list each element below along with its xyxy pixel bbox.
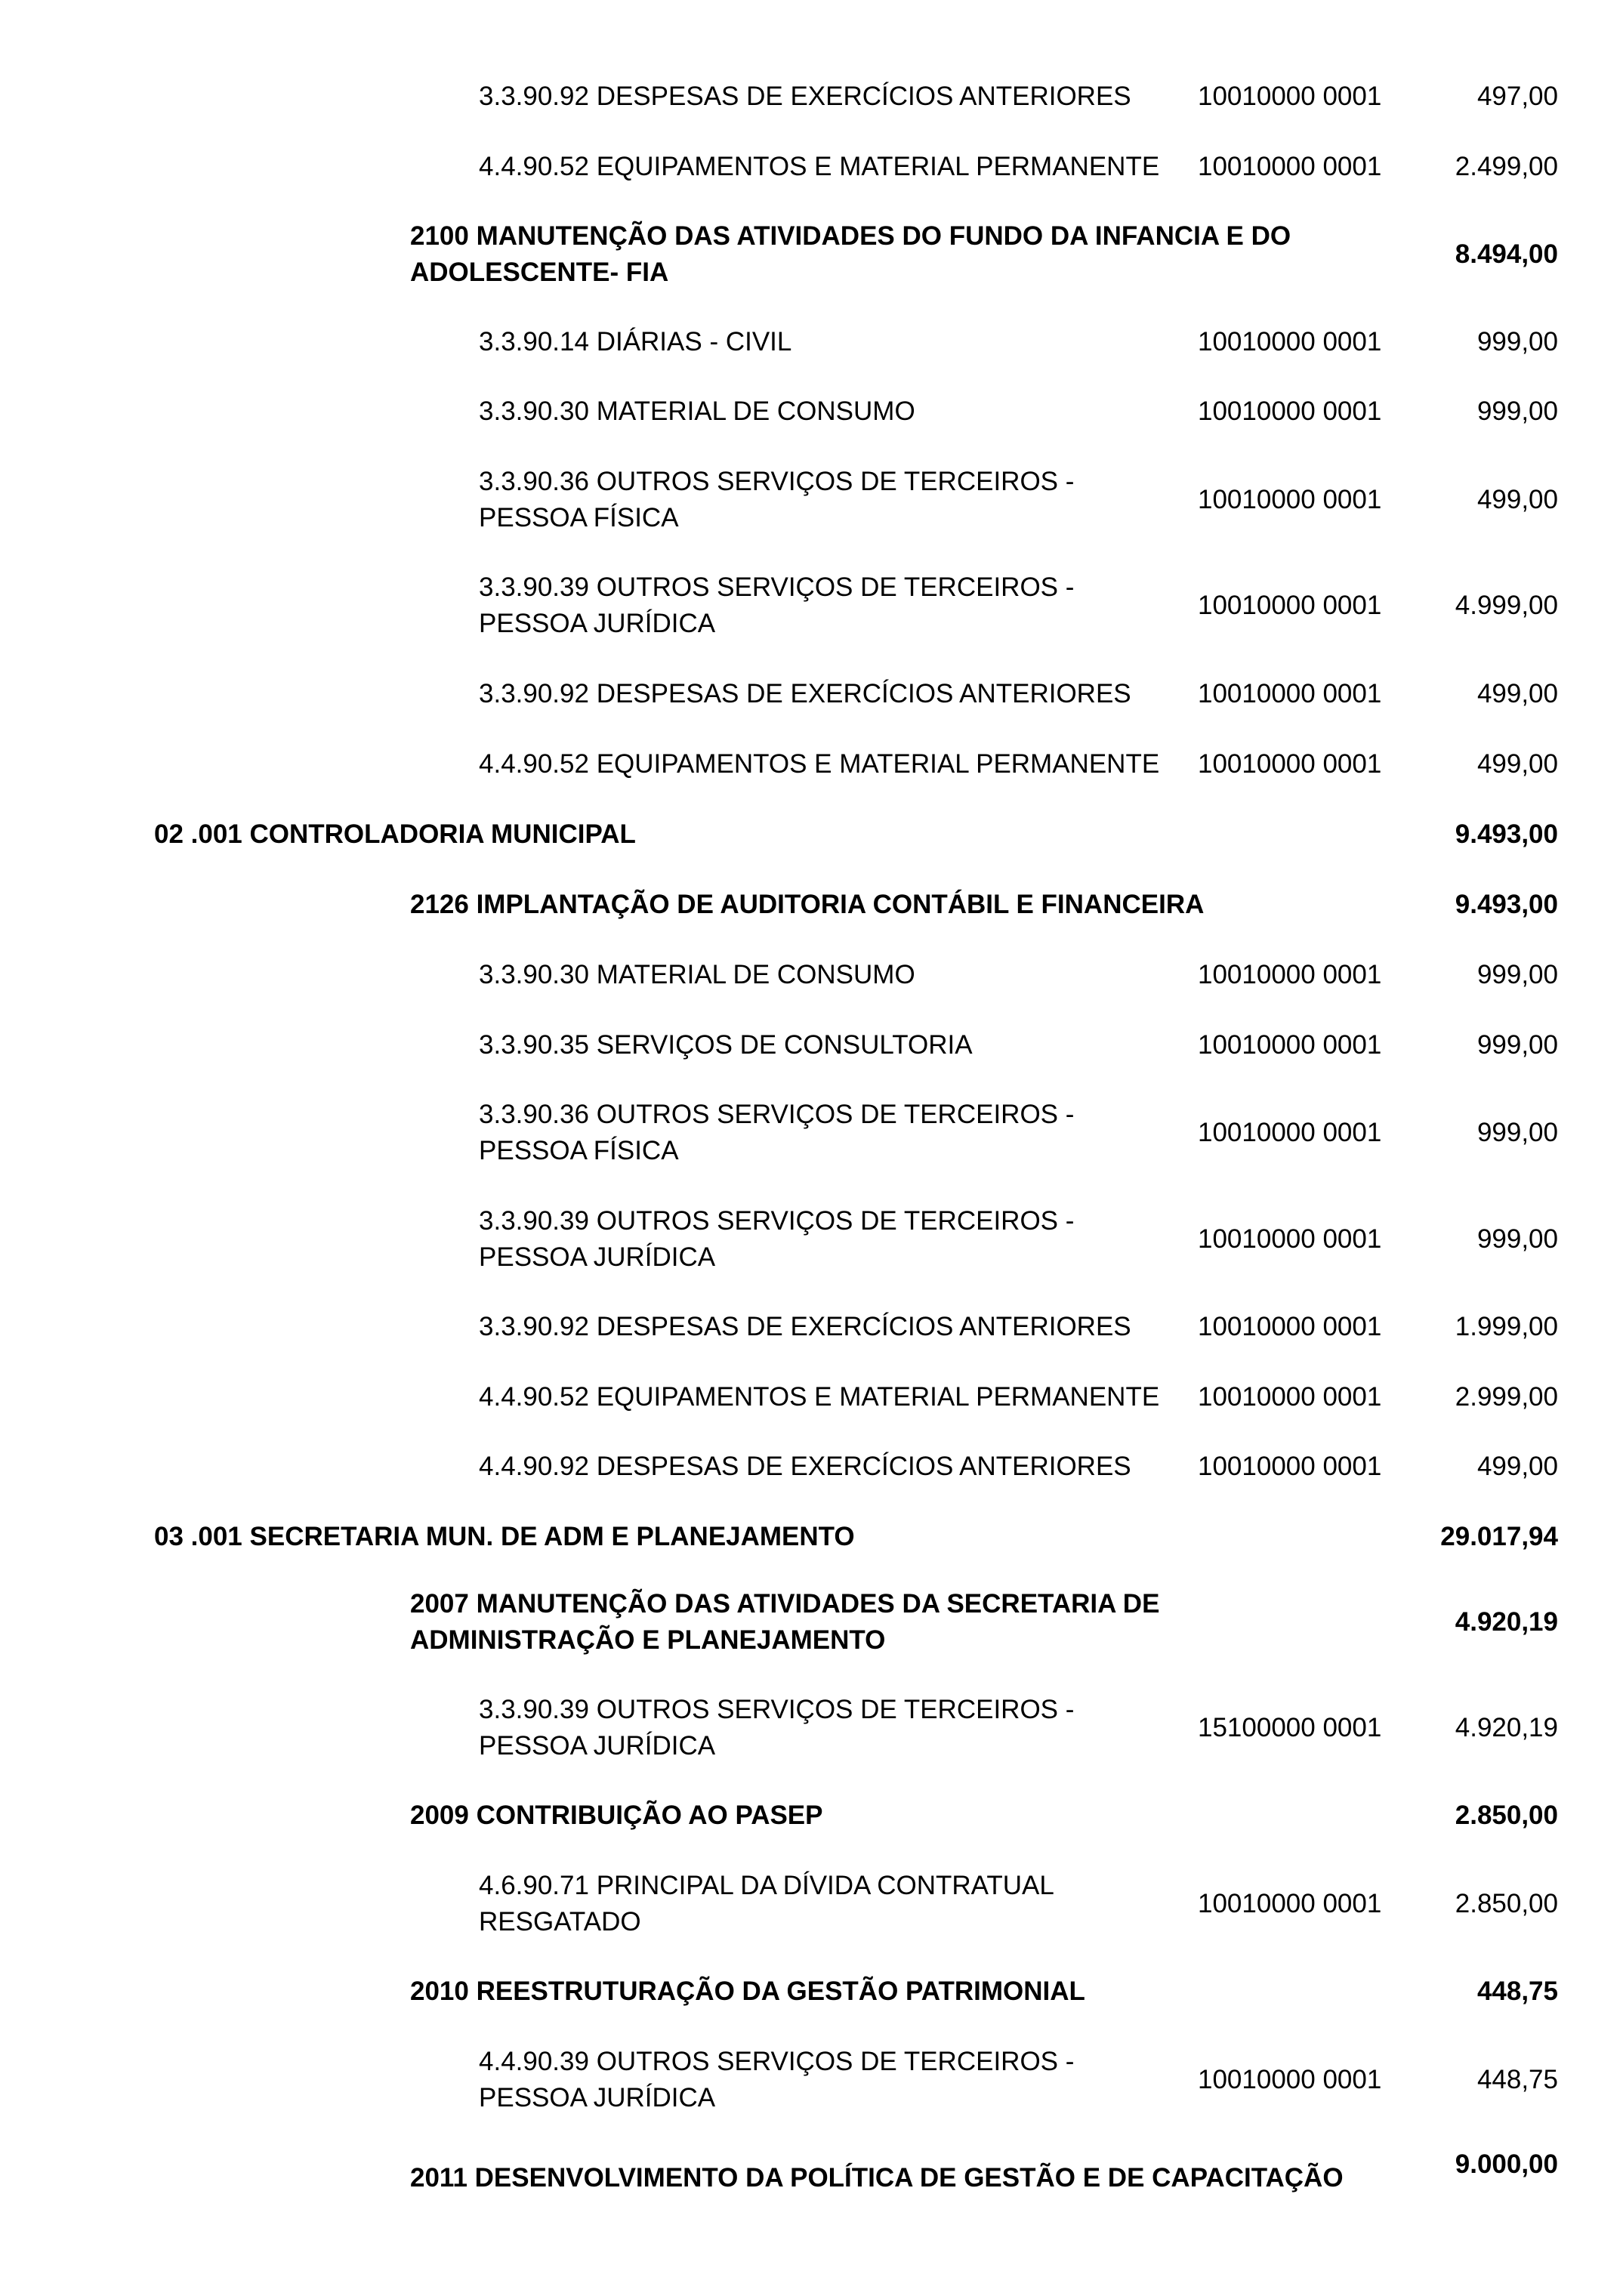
action-title: 2010 REESTRUTURAÇÃO DA GESTÃO PATRIMONIAL <box>410 1977 1085 2006</box>
expense-value: 2.999,00 <box>1455 1382 1558 1412</box>
expense-description: 4.4.90.39 OUTROS SERVIÇOS DE TERCEIROS - <box>479 2047 1075 2076</box>
action-total: 9.493,00 <box>1455 890 1558 919</box>
resource-source: 10010000 0001 <box>1198 1224 1382 1254</box>
resource-source: 15100000 0001 <box>1198 1713 1382 1742</box>
expense-description-continuation: PESSOA FÍSICA <box>479 1136 679 1165</box>
expense-description: 4.4.90.52 EQUIPAMENTOS E MATERIAL PERMANENTE <box>479 152 1160 181</box>
expense-value: 499,00 <box>1476 1452 1558 1481</box>
action-total: 4.920,19 <box>1455 1607 1558 1637</box>
action-title-continuation: ADMINISTRAÇÃO E PLANEJAMENTO <box>410 1625 886 1655</box>
expense-description-continuation: PESSOA JURÍDICA <box>479 1242 716 1272</box>
expense-description-continuation: RESGATADO <box>479 1907 641 1936</box>
expense-description-continuation: PESSOA JURÍDICA <box>479 1731 716 1761</box>
expense-value: 999,00 <box>1476 1224 1558 1254</box>
action-title: 2126 IMPLANTAÇÃO DE AUDITORIA CONTÁBIL E FINANCEIRA <box>410 890 1205 919</box>
resource-source: 10010000 0001 <box>1198 1312 1382 1341</box>
resource-source: 10010000 0001 <box>1198 327 1382 356</box>
expense-value: 1.999,00 <box>1455 1312 1558 1341</box>
expense-value: 999,00 <box>1476 1118 1558 1147</box>
expense-description: 3.3.90.30 MATERIAL DE CONSUMO <box>479 397 915 426</box>
expense-description: 3.3.90.92 DESPESAS DE EXERCÍCIOS ANTERIORES <box>479 82 1131 111</box>
resource-source: 10010000 0001 <box>1198 1452 1382 1481</box>
unit-title: 02 .001 CONTROLADORIA MUNICIPAL <box>154 819 636 849</box>
resource-source: 10010000 0001 <box>1198 1382 1382 1412</box>
action-title: 2100 MANUTENÇÃO DAS ATIVIDADES DO FUNDO DA INFANCIA E DO <box>410 221 1291 251</box>
expense-description: 3.3.90.36 OUTROS SERVIÇOS DE TERCEIROS - <box>479 1100 1075 1129</box>
resource-source: 10010000 0001 <box>1198 591 1382 620</box>
resource-source: 10010000 0001 <box>1198 679 1382 708</box>
expense-description: 3.3.90.39 OUTROS SERVIÇOS DE TERCEIROS - <box>479 1695 1075 1724</box>
expense-value: 497,00 <box>1476 82 1558 111</box>
expense-description: 3.3.90.39 OUTROS SERVIÇOS DE TERCEIROS - <box>479 572 1075 602</box>
expense-description: 3.3.90.39 OUTROS SERVIÇOS DE TERCEIROS - <box>479 1206 1075 1236</box>
expense-value: 2.850,00 <box>1455 1889 1558 1918</box>
expense-value: 4.999,00 <box>1455 591 1558 620</box>
expense-value: 999,00 <box>1476 960 1558 989</box>
action-total: 2.850,00 <box>1455 1801 1558 1830</box>
expense-description: 4.4.90.92 DESPESAS DE EXERCÍCIOS ANTERIORES <box>479 1452 1131 1481</box>
expense-description: 3.3.90.30 MATERIAL DE CONSUMO <box>479 960 915 989</box>
expense-value: 999,00 <box>1476 1030 1558 1060</box>
expense-description: 3.3.90.36 OUTROS SERVIÇOS DE TERCEIROS - <box>479 467 1075 496</box>
resource-source: 10010000 0001 <box>1198 485 1382 514</box>
expense-description: 3.3.90.35 SERVIÇOS DE CONSULTORIA <box>479 1030 973 1060</box>
resource-source: 10010000 0001 <box>1198 960 1382 989</box>
resource-source: 10010000 0001 <box>1198 2065 1382 2094</box>
resource-source: 10010000 0001 <box>1198 1030 1382 1060</box>
unit-title: 03 .001 SECRETARIA MUN. DE ADM E PLANEJAMENTO <box>154 1522 855 1551</box>
expense-description-continuation: PESSOA JURÍDICA <box>479 2083 716 2112</box>
resource-source: 10010000 0001 <box>1198 749 1382 779</box>
action-title: 2007 MANUTENÇÃO DAS ATIVIDADES DA SECRETARIA DE <box>410 1589 1160 1619</box>
expense-description: 4.6.90.71 PRINCIPAL DA DÍVIDA CONTRATUAL <box>479 1871 1054 1900</box>
expense-value: 999,00 <box>1476 327 1558 356</box>
expense-description: 3.3.90.92 DESPESAS DE EXERCÍCIOS ANTERIORES <box>479 1312 1131 1341</box>
resource-source: 10010000 0001 <box>1198 1118 1382 1147</box>
expense-value: 448,75 <box>1476 2065 1558 2094</box>
action-title: 2009 CONTRIBUIÇÃO AO PASEP <box>410 1801 823 1830</box>
expense-description: 4.4.90.52 EQUIPAMENTOS E MATERIAL PERMANENTE <box>479 1382 1160 1412</box>
expense-value: 4.920,19 <box>1455 1713 1558 1742</box>
expense-value: 499,00 <box>1476 679 1558 708</box>
expense-description: 4.4.90.52 EQUIPAMENTOS E MATERIAL PERMANENTE <box>479 749 1160 779</box>
expense-description: 3.3.90.14 DIÁRIAS - CIVIL <box>479 327 792 356</box>
expense-value: 2.499,00 <box>1455 152 1558 181</box>
action-total: 448,75 <box>1476 1977 1558 2006</box>
expense-description: 3.3.90.92 DESPESAS DE EXERCÍCIOS ANTERIORES <box>479 679 1131 708</box>
resource-source: 10010000 0001 <box>1198 152 1382 181</box>
expense-description-continuation: PESSOA FÍSICA <box>479 503 679 532</box>
action-title: 2011 DESENVOLVIMENTO DA POLÍTICA DE GESTÃO E DE CAPACITAÇÃO <box>410 2163 1344 2193</box>
expense-value: 499,00 <box>1476 749 1558 779</box>
unit-total: 29.017,94 <box>1440 1522 1558 1551</box>
action-title-continuation: ADOLESCENTE- FIA <box>410 258 669 287</box>
resource-source: 10010000 0001 <box>1198 1889 1382 1918</box>
expense-description-continuation: PESSOA JURÍDICA <box>479 609 716 638</box>
resource-source: 10010000 0001 <box>1198 82 1382 111</box>
expense-value: 499,00 <box>1476 485 1558 514</box>
action-total: 9.000,00 <box>1455 2149 1558 2179</box>
expense-value: 999,00 <box>1476 397 1558 426</box>
unit-total: 9.493,00 <box>1455 819 1558 849</box>
resource-source: 10010000 0001 <box>1198 397 1382 426</box>
action-total: 8.494,00 <box>1455 239 1558 269</box>
